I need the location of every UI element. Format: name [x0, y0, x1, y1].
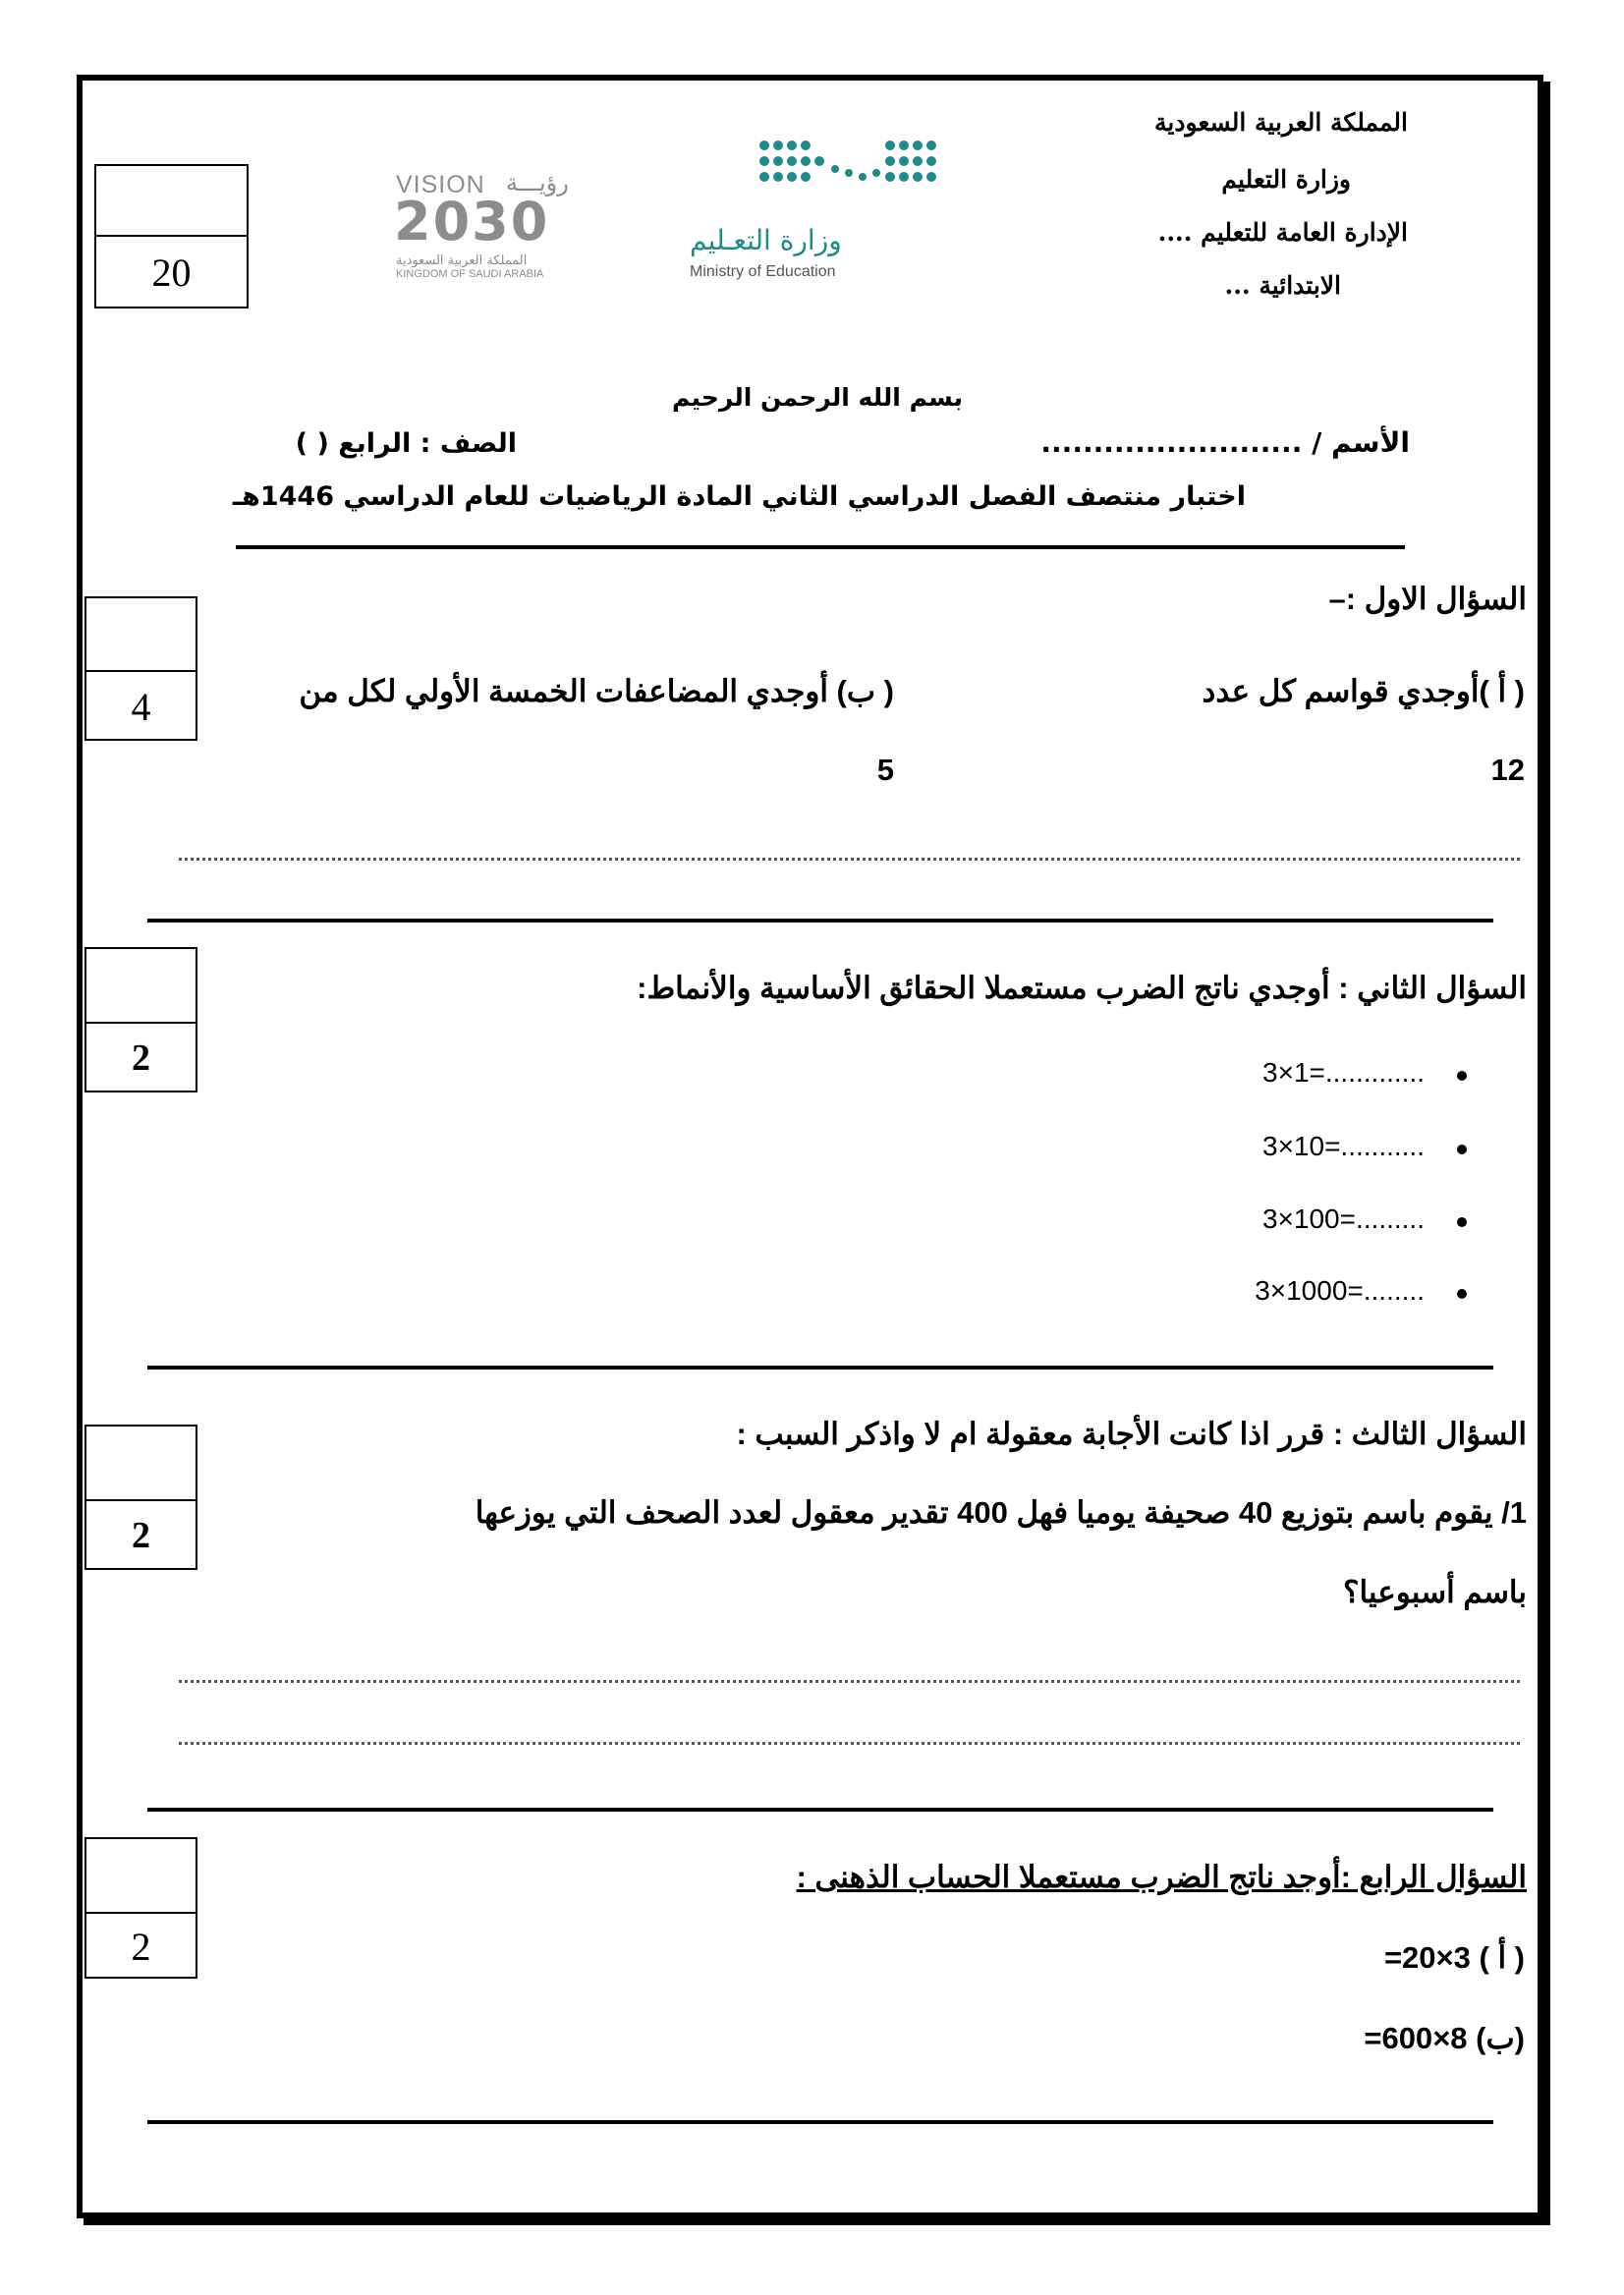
q3-title: السؤال الثالث : قرر اذا كانت الأجابة معقولة ام لا واذكر السبب :: [736, 1417, 1527, 1451]
ministry-logo: [678, 138, 953, 285]
vision-word: VISION: [396, 171, 485, 198]
q1-title: السؤال الاول :–: [1328, 582, 1527, 616]
basmala: بسم الله الرحمن الرحيم: [672, 383, 963, 412]
q3-score-box: [84, 1425, 197, 1570]
q2-item-3: 3×100=.........: [1261, 1203, 1425, 1234]
header-ministry: وزارة التعليم: [1221, 165, 1351, 194]
q4-part-a: ( أ ) 3×20=: [1383, 1940, 1525, 1975]
vision-arabic-word: رؤيـــة: [506, 169, 569, 196]
q2-bullet: [1457, 1071, 1467, 1081]
divider: [147, 2120, 1493, 2124]
q1-number-b: 5: [876, 753, 894, 787]
q2-bullet: [1457, 1289, 1467, 1299]
divider: [147, 1808, 1493, 1812]
q2-item-1: 3×1=.............: [1262, 1057, 1425, 1088]
total-score-box: [94, 164, 249, 308]
q1-part-b: ( ب) أوجدي المضاعفات الخمسة الأولي لكل من: [299, 674, 894, 708]
q4-score-value: 2: [131, 1924, 151, 1969]
q3-score-value: 2: [132, 1515, 150, 1556]
q2-bullet: [1457, 1145, 1467, 1154]
ministry-dots-icon: [756, 138, 1012, 196]
q4-score-box: [84, 1837, 197, 1979]
class-label: الصف : الرابع ( ): [295, 428, 517, 459]
q3-answer-line-1[interactable]: [179, 1680, 1520, 1683]
q4-title: السؤال الرابع :أوجد ناتج الضرب مستعملا الحساب الذهنى :: [796, 1860, 1527, 1894]
vision-kingdom-english: KINGDOM OF SAUDI ARABIA: [396, 268, 544, 280]
q2-score-value: 2: [132, 1037, 150, 1079]
divider: [147, 1366, 1493, 1370]
q1-number-a: 12: [1490, 753, 1525, 787]
q1-answer-line[interactable]: [179, 858, 1520, 861]
student-name-field[interactable]: الأسم / .........................: [1040, 426, 1410, 459]
q1-score-value: 4: [131, 684, 151, 729]
q3-answer-line-2[interactable]: [179, 1742, 1520, 1745]
vision-year: 2030: [394, 191, 550, 252]
q3-line-1: 1/ يقوم باسم بتوزيع 40 صحيفة يوميا فهل 400 تقدير معقول لعدد الصحف التي يوزعها: [475, 1495, 1527, 1530]
q1-score-box: [84, 596, 197, 741]
header-school: الابتدائية ...: [1224, 271, 1341, 300]
ministry-logo-english: Ministry of Education: [690, 263, 836, 280]
q2-score-box: [84, 947, 197, 1092]
q4-part-b: (ب) 8×600=: [1364, 2021, 1525, 2055]
header-directorate: الإدارة العامة للتعليم ....: [1157, 218, 1408, 247]
q2-item-4: 3×1000=........: [1255, 1275, 1425, 1306]
vision-kingdom-arabic: المملكة العربية السعودية: [396, 253, 528, 268]
q2-bullet: [1457, 1217, 1467, 1227]
q2-title: السؤال الثاني : أوجدي ناتج الضرب مستعملا الحقائق الأساسية والأنماط:: [637, 971, 1527, 1005]
q1-part-a: ( أ )أوجدي قواسم كل عدد: [1202, 674, 1525, 708]
ministry-logo-arabic: وزارة التعـليم: [690, 224, 842, 256]
total-score-value: 20: [151, 251, 192, 295]
q2-item-2: 3×10=...........: [1262, 1131, 1425, 1161]
q3-line-2: باسم أسبوعيا؟: [1343, 1575, 1527, 1609]
divider: [147, 919, 1493, 923]
header-kingdom: المملكة العربية السعودية: [1153, 108, 1408, 137]
vision-2030-logo: [388, 169, 624, 282]
divider: [236, 545, 1405, 549]
exam-title: اختبار منتصف الفصل الدراسي الثاني المادة الرياضيات للعام الدراسي 1446هـ: [232, 481, 1246, 512]
